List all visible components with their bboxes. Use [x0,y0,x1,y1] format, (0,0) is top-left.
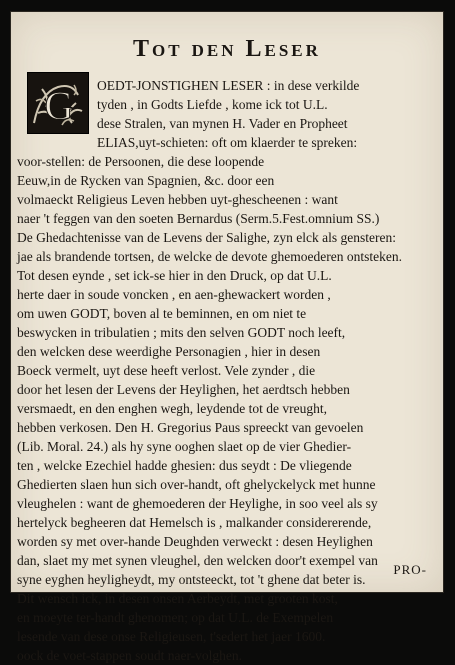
text-line: en moeyte ter-handt ghenomen; op dat U.L. de Exempelen [17,610,334,625]
text-line: jae als brandende tortsen, de welcke de devote ghemoederen ontsteken. [17,249,402,264]
text-line: Boeck vermelt, uyt dese heeft verlost. Vele zynder , die [17,363,316,378]
text-line: De Ghedachtenisse van de Levens der Salighe, zyn elck als gensteren: [17,230,396,245]
text-line: (Lib. Moral. 24.) als hy syne ooghen slaet op de vier Ghedier- [17,439,352,454]
text-line: oock de voet-stappen soudt naer-volghen. [17,648,243,663]
text-line: hertelyck begheeren dat Hemelsch is , malkander considererende, [17,515,372,530]
text-line: voor-stellen: de Persoonen, die dese loopende [17,154,265,169]
text-line: beswycken in tribulatien ; mits den selven GODT noch leeft, [17,325,346,340]
text-line: dan, slaet my met synen vleughel, den welcken door't exempel van [17,553,378,568]
catchword: PRO- [393,562,427,577]
text-line: Tot desen eynde , set ick-se hier in den Druck, op dat U.L. [17,268,332,283]
text-line: door het lesen der Levens der Heylighen, het aerdtsch hebben [17,382,350,397]
text-line: volmaeckt Religieus Leven hebben uyt-ghescheenen : want [17,192,338,207]
text-line: herte daer in soude voncken , en aen-ghewackert worden , [17,287,331,302]
text-line: syne eyghen heyligheydt, my ontsteeckt, tot 't ghene dat beter is. [17,572,366,587]
text-line: dese Stralen, van mynen H. Vader en Propheet [97,116,348,131]
book-page [11,12,443,663]
text-line: Dit wensch ick, in desen onsen Aerbeydt, met grooten kost, [17,591,338,606]
text-line: lesende van dese onse Religieusen, t'sedert het jaer 1600. [17,629,326,644]
text-line: ELIAS,uyt-schieten: oft om klaerder te spreken: [97,135,358,150]
text-line: om uwen GODT, boven al te beminnen, en om niet te [17,306,307,321]
text-line: naer 't feggen van den soeten Bernardus (Serm.5.Fest.omnium SS.) [17,211,380,226]
text-line: versmaedt, en den enghen wegh, leydende tot de vreught, [17,401,328,416]
page-title: Tot den Leser [133,36,321,62]
initial-letter: G [44,83,74,128]
text-line: Ghedierten slaen hun sich over-handt, oft ghelyckelyck met hunne [17,477,376,492]
text-line: Eeuw,in de Rycken van Spagnien, &c. door een [17,173,275,188]
text-line: tyden , in Godts Liefde , kome ick tot U.L. [97,97,328,112]
text-line: den welcken dese weerdighe Personagien , hier in desen [17,344,321,359]
text-line: vleughelen : want de ghemoederen der Heylighe, in soo veel als sy [17,496,378,511]
text-line: ten , welcke Ezechiel hadde ghesien: dus seydt : De vliegende [17,458,352,473]
text-line: hebben verkosen. Den H. Gregorius Paus spreeckt van gevoelen [17,420,364,435]
text-line: worden sy met over-hande Deughden verweckt : desen Heylighen [17,534,373,549]
text-line: OEDT-JONSTIGHEN LESER : in dese verkilde [97,78,360,93]
body-text [17,76,437,665]
